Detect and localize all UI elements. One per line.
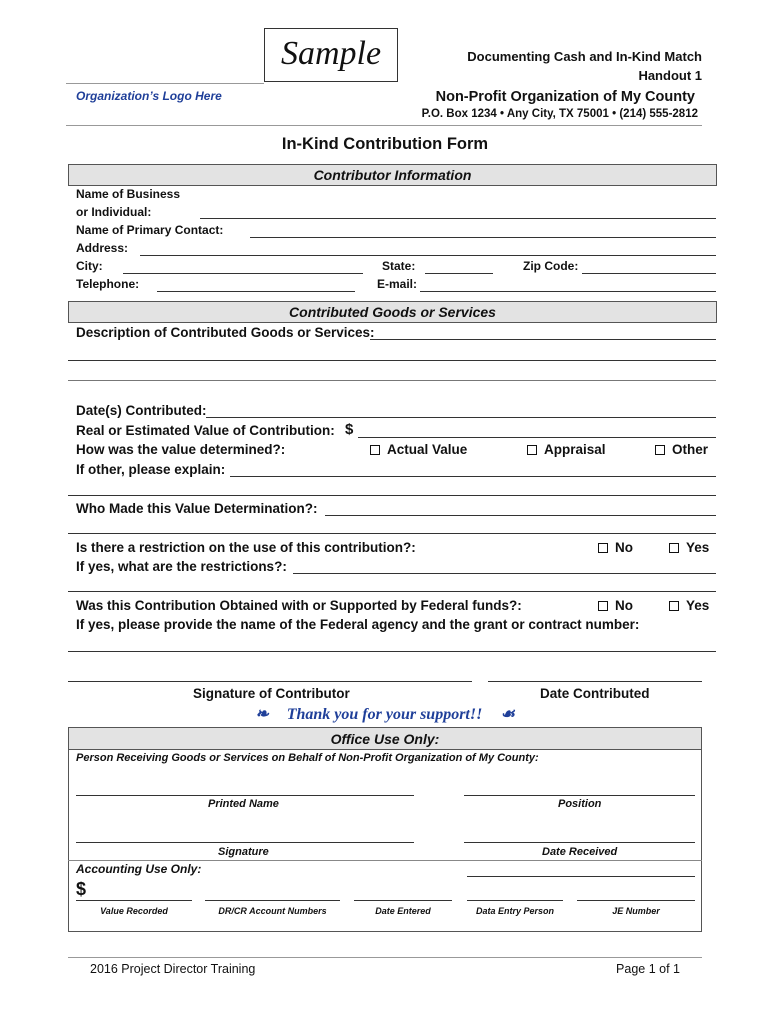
federal-field[interactable] — [68, 651, 716, 652]
restriction-field-2[interactable] — [68, 591, 716, 592]
contributor-signature-field[interactable] — [68, 681, 472, 682]
description-field-1[interactable] — [370, 339, 716, 340]
federal-no-checkbox[interactable] — [598, 601, 608, 611]
restriction-no-label: No — [615, 540, 633, 555]
address-label: Address: — [76, 241, 129, 255]
thank-you-text: Thank you for your support!! — [286, 706, 483, 723]
header-bottom-rule — [66, 125, 702, 126]
restriction-field-1[interactable] — [293, 573, 716, 574]
federal-if-label: If yes, please provide the name of the Federal agency and the grant or contract number: — [76, 617, 640, 632]
date-received-label: Date Received — [542, 846, 618, 858]
value-dollar: $ — [345, 421, 354, 438]
org-name: Non-Profit Organization of My County — [435, 89, 695, 105]
form-title: In-Kind Contribution Form — [281, 135, 489, 153]
position-label: Position — [558, 798, 602, 810]
who-made-label: Who Made this Value Determination?: — [76, 501, 318, 516]
signature-field[interactable] — [76, 842, 414, 843]
state-label: State: — [382, 259, 416, 273]
dates-label: Date(s) Contributed: — [76, 403, 207, 418]
signature-label: Signature — [218, 846, 269, 858]
other-label: Other — [672, 442, 709, 457]
federal-no-label: No — [615, 598, 633, 613]
city-field[interactable] — [123, 273, 363, 274]
how-determined-label: How was the value determined?: — [76, 442, 286, 457]
data-entry-field[interactable] — [467, 900, 563, 901]
person-receiving-label: Person Receiving Goods or Services on Behalf of Non-Profit Organization of My County: — [76, 752, 539, 764]
federal-question: Was this Contribution Obtained with or Supported by Federal funds?: — [76, 598, 522, 613]
sample-text: Sample — [280, 35, 382, 72]
bullet: • — [500, 108, 505, 120]
printed-name-field[interactable] — [76, 795, 414, 796]
if-other-label: If other, please explain: — [76, 462, 226, 477]
description-label: Description of Contributed Goods or Services: — [76, 325, 375, 340]
description-field-3[interactable] — [68, 380, 716, 381]
handout-label: Handout 1 — [638, 68, 702, 83]
description-field-2[interactable] — [68, 360, 716, 361]
who-made-field-1[interactable] — [325, 515, 716, 516]
footer-page-number: Page 1 of 1 — [616, 962, 680, 976]
federal-yes-label: Yes — [686, 598, 710, 613]
actual-value-option[interactable] — [370, 442, 467, 457]
doc-title: Documenting Cash and In-Kind Match — [467, 49, 702, 64]
restriction-yes-checkbox[interactable] — [669, 543, 679, 553]
name-business-label-2: or Individual: — [76, 205, 152, 219]
address-box: P.O. Box 1234 — [421, 108, 497, 120]
date-entered-field[interactable] — [354, 900, 452, 901]
primary-contact-field[interactable] — [250, 237, 716, 238]
ornament-right-icon: ☙ — [500, 706, 515, 723]
federal-yes-option[interactable] — [669, 598, 709, 613]
if-other-field-2[interactable] — [68, 495, 716, 496]
drcr-label: DR/CR Account Numbers — [218, 906, 327, 916]
name-business-label-1: Name of Business — [76, 187, 181, 201]
value-label: Real or Estimated Value of Contribution: — [76, 423, 335, 438]
email-field[interactable] — [420, 291, 716, 292]
address-field[interactable] — [140, 255, 716, 256]
value-field[interactable] — [358, 437, 716, 438]
je-number-label: JE Number — [612, 906, 660, 916]
telephone-field[interactable] — [157, 291, 355, 292]
restriction-no-option[interactable] — [598, 540, 633, 555]
je-number-field[interactable] — [577, 900, 695, 901]
who-made-field-2[interactable] — [68, 533, 716, 534]
name-business-field[interactable] — [200, 218, 716, 219]
restriction-yes-label: Yes — [686, 540, 710, 555]
zip-field[interactable] — [582, 273, 716, 274]
accounting-dollar: $ — [76, 879, 87, 899]
office-heading: Office Use Only: — [68, 727, 702, 750]
ornament-left-icon: ❧ — [255, 706, 269, 723]
restriction-question: Is there a restriction on the use of this contribution?: — [76, 540, 416, 555]
accounting-label: Accounting Use Only: — [76, 862, 202, 876]
other-checkbox[interactable] — [655, 445, 665, 455]
contributor-heading: Contributor Information — [68, 164, 717, 186]
bullet: • — [612, 108, 617, 120]
value-recorded-label: Value Recorded — [100, 906, 168, 916]
restriction-no-checkbox[interactable] — [598, 543, 608, 553]
dates-field[interactable] — [206, 417, 716, 418]
footer-left: 2016 Project Director Training — [90, 962, 256, 976]
org-address — [422, 108, 698, 120]
footer-rule — [68, 957, 702, 958]
position-field[interactable] — [464, 795, 695, 796]
drcr-field[interactable] — [205, 900, 340, 901]
signature-contributor-label: Signature of Contributor — [193, 686, 350, 701]
federal-yes-checkbox[interactable] — [669, 601, 679, 611]
date-received-field[interactable] — [464, 842, 695, 843]
logo-placeholder: Organization’s Logo Here — [76, 89, 222, 103]
office-divider — [68, 860, 702, 861]
primary-contact-label: Name of Primary Contact: — [76, 223, 224, 237]
actual-value-checkbox[interactable] — [370, 445, 380, 455]
restriction-if-label: If yes, what are the restrictions?: — [76, 559, 287, 574]
appraisal-checkbox[interactable] — [527, 445, 537, 455]
restriction-yes-option[interactable] — [669, 540, 709, 555]
address-phone: (214) 555-2812 — [619, 108, 698, 120]
accounting-top-line — [467, 876, 695, 877]
other-option[interactable] — [655, 442, 708, 457]
actual-value-label: Actual Value — [387, 442, 468, 457]
date-entered-label: Date Entered — [375, 906, 431, 916]
value-recorded-field[interactable] — [76, 900, 192, 901]
if-other-field-1[interactable] — [230, 476, 716, 477]
telephone-label: Telephone: — [76, 277, 140, 291]
zip-label: Zip Code: — [523, 259, 579, 273]
address-city: Any City, TX 75001 — [506, 108, 609, 120]
appraisal-label: Appraisal — [544, 442, 606, 457]
email-label: E-mail: — [377, 277, 418, 291]
sample-stamp — [264, 28, 398, 82]
printed-name-label: Printed Name — [208, 798, 279, 810]
federal-no-option[interactable] — [598, 598, 633, 613]
data-entry-label: Data Entry Person — [475, 906, 555, 916]
appraisal-option[interactable] — [527, 442, 606, 457]
header-rule — [66, 83, 264, 84]
state-field[interactable] — [425, 273, 493, 274]
date-contributed-field[interactable] — [488, 681, 702, 682]
city-label: City: — [76, 259, 103, 273]
date-contributed-label: Date Contributed — [540, 686, 650, 701]
goods-heading: Contributed Goods or Services — [68, 301, 717, 323]
thank-you-line — [0, 704, 770, 724]
